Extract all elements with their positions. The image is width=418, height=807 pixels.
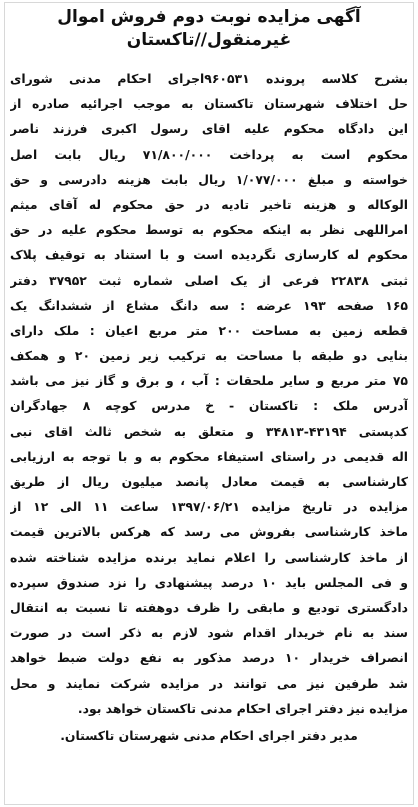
body-line: الوکاله و هزینه تاخیر تادیه در حق محکوم له آقای میثم [10, 196, 408, 212]
body-line: بنایی دو طبقه با مساحت به ترکیب زیر زمین ۲۰ و همکف [10, 348, 408, 364]
notice-title-line-1: آگهی مزایده نوبت دوم فروش اموال [57, 7, 361, 27]
body-line: محکوم له کارسازی نگردیده است و با استناد به توقیف پلاک [10, 247, 408, 263]
body-line: ماخذ کارشناسی بفروش می رسد که هرکس بالاترین قیمت [10, 524, 408, 540]
body-line: امراللهی نظر به اینکه محکوم به توسط محکوم علیه در حق [10, 222, 408, 238]
body-line: انصراف خریدار ۱۰ درصد مذکور به نفع دولت ضبط خواهد [10, 650, 408, 666]
notice-title [10, 6, 408, 52]
body-line: از ماخذ کارشناسی را اعلام نماید برنده مزایده شناخته شده [10, 549, 408, 565]
body-line: ۷۵ متر مربع و سایر ملحقات : آب ، و برق و گاز نیز می باشد [10, 373, 408, 389]
body-line: اله قدیمی در راستای استیفاء محکوم به و با توجه به ارزیابی [10, 448, 408, 464]
body-line: آدرس ملک : تاکستان - خ مدرس کوچه ۸ جهادگران [10, 398, 408, 414]
body-line: سند به نام خریدار اقدام شود لازم به ذکر است در صورت [10, 625, 408, 641]
body-line: حل اختلاف شهرستان تاکستان به موجب اجرائیه صادره از [10, 96, 408, 112]
notice-title-line-2: غیرمنقول//تاکستان [126, 30, 292, 50]
body-line: مزایده نیز دفتر اجرای احکام مدنی تاکستان خواهد بود. [77, 700, 408, 716]
notice-body [10, 66, 408, 721]
body-line: شد طرفین نیز می توانند در مزایده شرکت نمایند و محل [10, 675, 408, 691]
body-line: قطعه زمین به مساحت ۲۰۰ متر مربع اعیان : ملک دارای [10, 322, 408, 338]
body-line: ۱۶۵ صفحه ۱۹۳ عرضه : سه دانگ مشاع از ششدانگ یک [10, 297, 408, 313]
body-line: خواسته و مبلغ ۱/۰۷۷/۰۰۰ ریال بابت هزینه دادرسی و حق [10, 171, 408, 187]
body-line: کدپستی ۴۳۱۹۴-۳۴۸۱۳ و متعلق به شخص ثالث اقای نبی [10, 423, 408, 439]
body-line: بشرح کلاسه پرونده ۹۶۰۵۳۱اجرای احکام مدنی شورای [10, 71, 408, 86]
notice-signature: مدیر دفتر اجرای احکام مدنی شهرستان تاکستان. [60, 727, 358, 743]
body-line: این دادگاه محکوم علیه اقای رسول اکبری فرزند ناصر [10, 121, 408, 137]
body-line: و فی المجلس باید ۱۰ درصد پیشنهادی را نزد صندوق سپرده [10, 574, 408, 590]
body-line: ثبتی ۲۲۸۳۸ فرعی از یک اصلی شماره ثبت ۳۷۹۵۲ دفتر [10, 272, 408, 288]
body-line: کارشناسی به قیمت معادل پانصد میلیون ریال از طریق [10, 474, 408, 489]
body-line: محکوم است به پرداخت ۷۱/۸۰۰/۰۰۰ ریال بابت اصل [10, 146, 408, 162]
body-line: مزایده در تاریخ مزایده ۱۳۹۷/۰۶/۲۱ ساعت ۱۱ الی ۱۲ از [10, 499, 408, 515]
body-line: دادگستری تودیع و مابقی را ظرف دوهفته تا نسبت به انتقال [10, 599, 408, 615]
